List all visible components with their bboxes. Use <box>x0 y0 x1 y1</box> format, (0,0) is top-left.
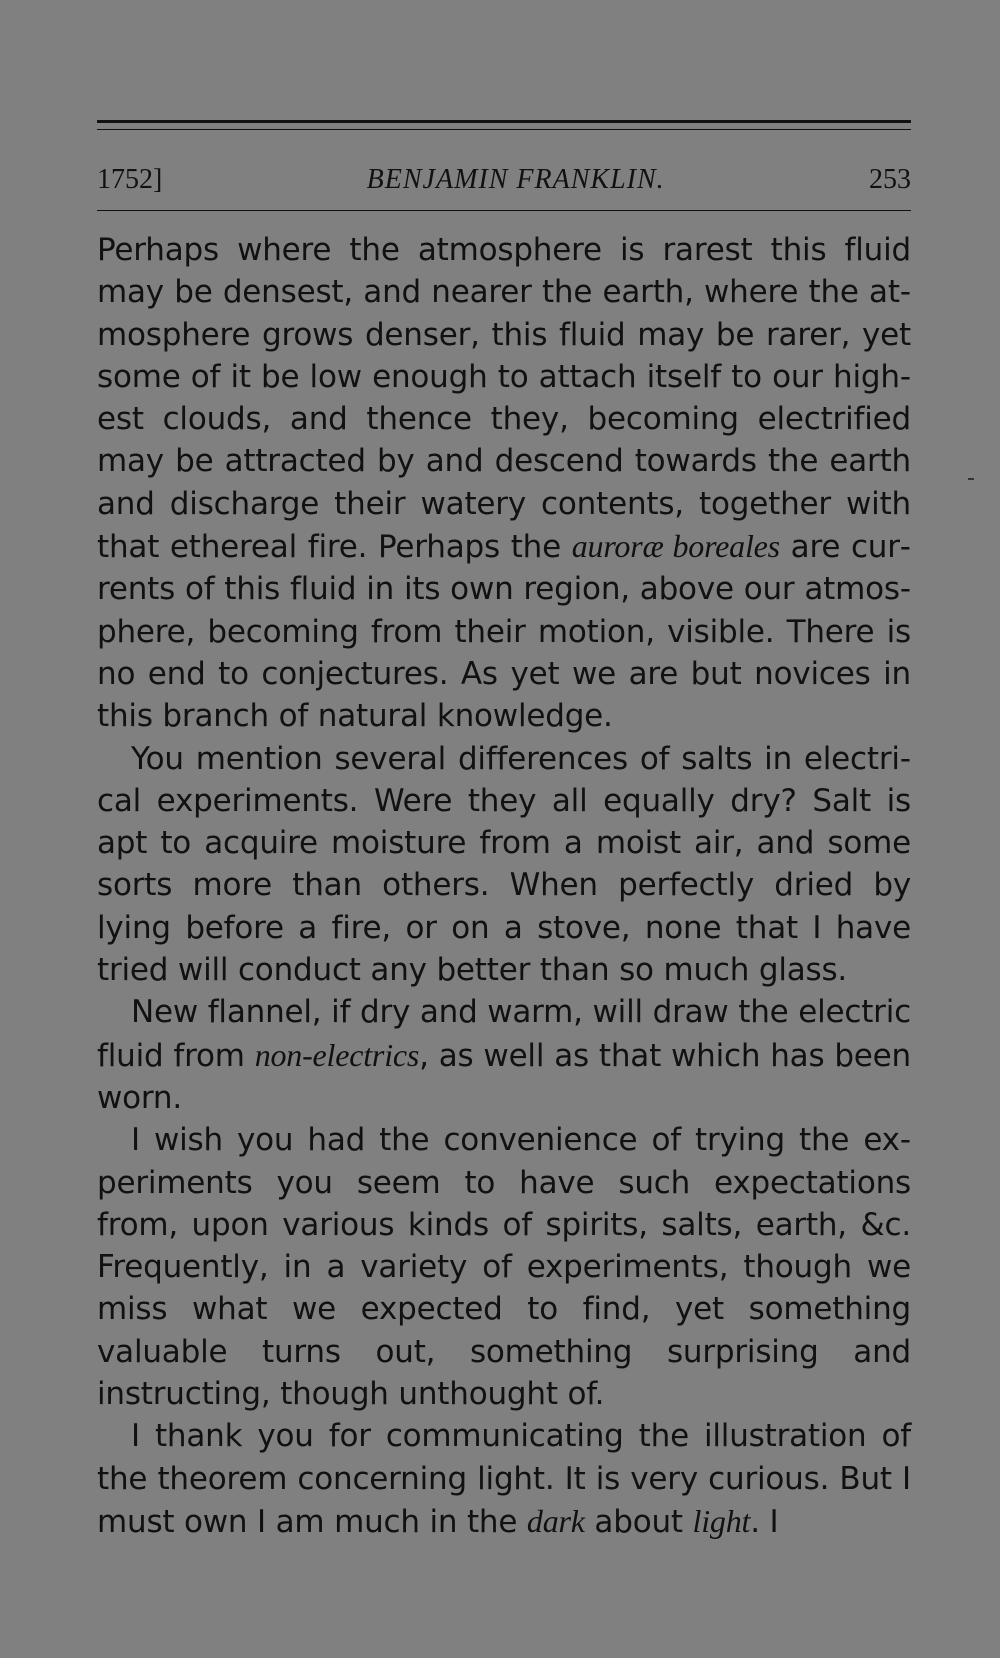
header-year: 1752] <box>97 164 163 195</box>
page-number: 253 <box>869 164 911 195</box>
text-run: New flannel, if dry and warm, will draw the electric fluid from <box>97 994 911 1074</box>
margin-mark <box>968 478 974 480</box>
paragraph <box>97 1415 911 1543</box>
paragraph <box>97 738 911 992</box>
text-run: , as well as that which has been worn. <box>97 1037 912 1116</box>
italic-text: dark <box>526 1502 585 1539</box>
italic-text: light <box>692 1502 751 1539</box>
text-run: . I <box>750 1503 779 1540</box>
header-rule <box>97 210 911 211</box>
italic-text: auroræ boreales <box>571 528 780 565</box>
italic-text: non-electrics <box>254 1036 420 1073</box>
text-run: about <box>584 1503 693 1540</box>
paragraph <box>97 991 911 1119</box>
text-run: You mention several differences of salts in electrical experiments. Were they all equally dry? Salt is apt to acquire moisture from a moist air, and some sorts more than others. When perfectly dried by lying before a fire, or on a stove, none that I have tried will conduct any better than so much glass. <box>97 740 911 989</box>
text-run: Perhaps where the atmosphere is rarest this fluid may be densest, and nearer the earth, where the atmosphere grows denser, this fluid may be rarer, yet some of it be low enough to attach itself to our highest clouds, and thence they, becoming electrified may be attracted by and descend towards the earth and discharge their watery contents, together with that ethereal fire. Perhaps the <box>97 232 911 566</box>
paragraph <box>97 229 911 738</box>
text-run: are currents of this fluid in its own region, above our atmosphere, becoming from their motion, visible. There is no end to conjectures. As yet we are but novices in this branch of natural knowledge. <box>97 529 911 735</box>
text-run: I thank you for communicating the illustration of the theorem concerning light. It is very curious. But I must own I am much in the <box>97 1418 911 1540</box>
text-run: I wish you had the convenience of trying the experiments you seem to have such expectations from, upon various kinds of spirits, salts, earth, &c. Frequently, in a variety of experiments, though we miss what we expected to find, yet something valuable turns out, something surprising and instructing, though unthought of. <box>97 1122 911 1413</box>
book-page <box>97 120 911 1543</box>
header-title: BENJAMIN FRANKLIN. <box>366 164 665 195</box>
running-header <box>97 164 911 200</box>
paragraph <box>97 1119 911 1415</box>
top-double-rule <box>97 120 911 130</box>
body-text <box>97 229 911 1543</box>
